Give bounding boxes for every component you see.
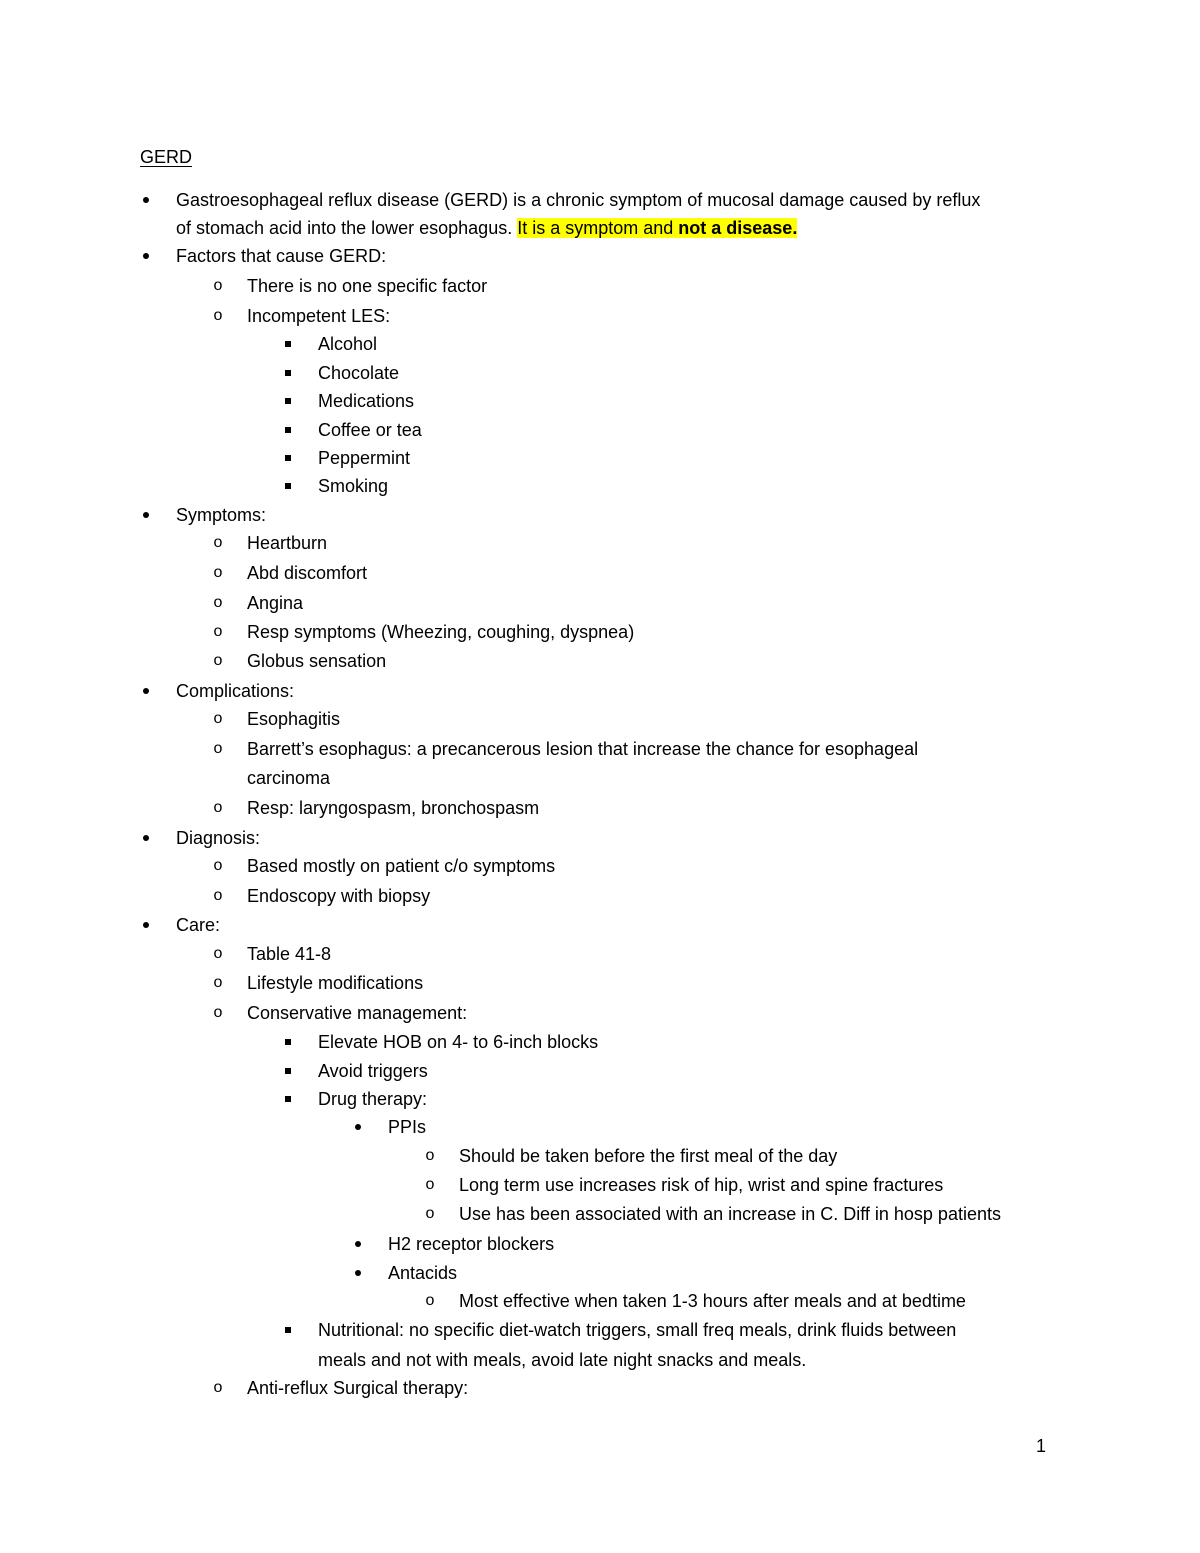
list-item-text: Antacids (388, 1263, 458, 1283)
list-marker-circle: o (213, 710, 223, 727)
list-marker-square (278, 418, 298, 442)
list-marker-circle: o (213, 1379, 223, 1396)
list-item (176, 244, 386, 268)
list-marker-square (278, 1030, 298, 1054)
list-item (176, 503, 266, 527)
list-item (247, 854, 555, 878)
list-marker-circle: o (213, 857, 223, 874)
list-item (318, 1318, 956, 1342)
list-item (247, 796, 539, 820)
list-item (459, 1144, 837, 1168)
list-item-text: Lifestyle modifications (247, 973, 424, 993)
list-item (247, 971, 423, 995)
list-item (318, 1030, 598, 1054)
list-marker-circle: o (213, 534, 223, 551)
list-item (388, 1232, 554, 1256)
list-item-text: Resp symptoms (Wheezing, coughing, dyspnea) (247, 622, 635, 642)
list-marker-disc (136, 679, 156, 703)
list-item (247, 304, 390, 328)
list-item (459, 1289, 966, 1313)
list-item-text: Symptoms: (176, 505, 267, 525)
list-item-text: Angina (247, 593, 304, 613)
list-marker-disc (136, 913, 156, 937)
list-item-text: Should be taken before the first meal of the day (459, 1146, 838, 1166)
list-item-text: H2 receptor blockers (388, 1234, 555, 1254)
list-item-text: of stomach acid into the lower esophagus. (176, 218, 518, 238)
list-item-text: meals and not with meals, avoid late night snacks and meals. (318, 1350, 807, 1370)
list-item-text: PPIs (388, 1117, 427, 1137)
list-item-text: Anti-reflux Surgical therapy: (247, 1378, 469, 1398)
list-item (318, 418, 422, 442)
list-marker-circle: o (425, 1292, 435, 1309)
list-marker-disc (136, 244, 156, 268)
list-marker-circle: o (213, 652, 223, 669)
list-item (318, 446, 410, 470)
list-item (176, 216, 797, 240)
list-marker-square (278, 1059, 298, 1083)
list-item-text: Esophagitis (247, 709, 341, 729)
list-item (318, 1087, 427, 1111)
list-item-text: Avoid triggers (318, 1061, 428, 1081)
list-item (459, 1173, 943, 1197)
list-marker-square (278, 1318, 298, 1342)
list-item (247, 707, 340, 731)
list-item (459, 1202, 1001, 1226)
document-title: GERD (140, 147, 193, 167)
list-item (247, 561, 367, 585)
list-item (318, 389, 414, 413)
list-item-text: Gastroesophageal reflux disease (GERD) is a chronic symptom of mucosal damage caused by reflux (176, 190, 981, 210)
list-marker-circle: o (213, 594, 223, 611)
list-item-text: Elevate HOB on 4- to 6-inch blocks (318, 1032, 599, 1052)
list-item (176, 826, 260, 850)
list-item (318, 1348, 806, 1372)
bold-text: not a disease. (678, 218, 798, 238)
list-item-text: Diagnosis: (176, 828, 261, 848)
list-item-text: Heartburn (247, 533, 328, 553)
list-marker-circle: o (425, 1147, 435, 1164)
list-item-text: Endoscopy with biopsy (247, 886, 431, 906)
list-item (176, 913, 220, 937)
list-marker-disc (136, 826, 156, 850)
list-marker-square (278, 332, 298, 356)
list-marker-circle: o (213, 799, 223, 816)
list-marker-disc (348, 1115, 368, 1139)
list-item-text: Long term use increases risk of hip, wrist and spine fractures (459, 1175, 944, 1195)
list-item-text: Nutritional: no specific diet-watch triggers, small freq meals, drink fluids between (318, 1320, 957, 1340)
list-item (388, 1261, 457, 1285)
list-item-text: Smoking (318, 476, 389, 496)
list-item-text: Based mostly on patient c/o symptoms (247, 856, 556, 876)
list-marker-circle: o (213, 887, 223, 904)
list-marker-circle: o (213, 1004, 223, 1021)
list-item-text: Globus sensation (247, 651, 387, 671)
list-item-text: Incompetent LES: (247, 306, 391, 326)
list-marker-circle: o (213, 564, 223, 581)
list-marker-disc (136, 188, 156, 212)
list-marker-circle: o (213, 740, 223, 757)
list-marker-disc (348, 1261, 368, 1285)
list-item (318, 1059, 428, 1083)
list-item-text: Coffee or tea (318, 420, 422, 440)
list-item-text: Peppermint (318, 448, 411, 468)
list-item-text: Barrett’s esophagus: a precancerous lesion that increase the chance for esophageal (247, 739, 919, 759)
list-marker-square (278, 474, 298, 498)
list-item (318, 474, 388, 498)
list-item (247, 591, 303, 615)
list-item-text: Care: (176, 915, 221, 935)
list-item (247, 766, 330, 790)
list-item (247, 274, 487, 298)
list-item (247, 649, 386, 673)
list-item (318, 361, 399, 385)
list-item (247, 531, 327, 555)
list-marker-circle: o (213, 277, 223, 294)
list-item-text: Factors that cause GERD: (176, 246, 387, 266)
list-marker-square (278, 361, 298, 385)
highlighted-text: It is a symptom and not a disease. (517, 218, 798, 238)
list-item (247, 1001, 467, 1025)
list-item-text: Resp: laryngospasm, bronchospasm (247, 798, 540, 818)
list-item (247, 1376, 468, 1400)
list-item (176, 679, 294, 703)
list-item (247, 737, 918, 761)
list-item-text: Most effective when taken 1-3 hours after meals and at bedtime (459, 1291, 966, 1311)
list-item (388, 1115, 426, 1139)
list-item-text: Use has been associated with an increase in C. Diff in hosp patients (459, 1204, 1001, 1224)
list-marker-disc (348, 1232, 368, 1256)
list-marker-circle: o (213, 307, 223, 324)
list-marker-square (278, 1087, 298, 1111)
list-item-text: There is no one specific factor (247, 276, 488, 296)
list-item-text: Conservative management: (247, 1003, 468, 1023)
list-marker-disc (136, 503, 156, 527)
page-number: 1 (1036, 1436, 1047, 1456)
list-marker-square (278, 389, 298, 413)
list-marker-square (278, 446, 298, 470)
list-marker-circle: o (213, 974, 223, 991)
list-marker-circle: o (213, 945, 223, 962)
list-item-text: Alcohol (318, 334, 378, 354)
list-item-text: Abd discomfort (247, 563, 368, 583)
list-item-text: Complications: (176, 681, 295, 701)
list-item (318, 332, 377, 356)
list-marker-circle: o (425, 1176, 435, 1193)
list-item (247, 620, 634, 644)
list-item-text: carcinoma (247, 768, 331, 788)
list-marker-circle: o (213, 623, 223, 640)
list-item-text: Drug therapy: (318, 1089, 428, 1109)
list-item-text: Chocolate (318, 363, 400, 383)
list-item-text: Table 41-8 (247, 944, 332, 964)
list-item (176, 188, 980, 212)
list-item (247, 884, 430, 908)
list-item (247, 942, 331, 966)
list-item-text: Medications (318, 391, 415, 411)
list-marker-circle: o (425, 1205, 435, 1222)
